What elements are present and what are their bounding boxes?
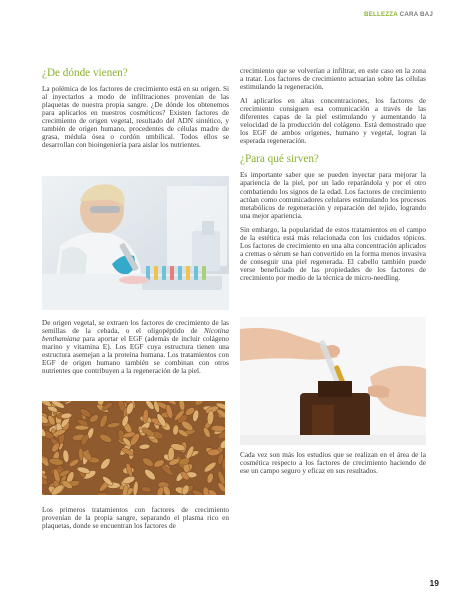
column2-top-text [240,67,426,288]
column2-bottom-text [240,451,426,481]
section2-paragraph3: Cada vez son más los estudios que se realizan en el área de la cosmética respecto a los factores de crecimiento haciendo de ese un campo seguro y eficaz en sus resultados. [240,451,426,476]
section1-paragraph3: Los primeros tratamientos con factores de crecimiento provenían de la propia sangre, separando el plasma rico en plaquetas, donde se encuentran los factores de [42,506,229,531]
scientist-photo [42,176,229,310]
page-number: 19 [429,578,439,588]
section1-heading: ¿De dónde vienen? [42,67,128,79]
section1-paragraph1: La polémica de los factores de crecimiento está en su origen. Si al inyectarlos a modo de infiltraciones provenían de las plaquetas de nuestra propia sangre. ¿De dónde los obtenemos para aplicarlos en nuestros cosméticos? Existen factores de crecimiento de origen vegetal, resultado del ADN sintético, y también de origen humano, procedentes de células madre de grasa, médula ósea o cordón umbilical. Todos ellos se desarrollan con bioingeniería para aislar los nutrientes. [42,85,229,150]
column2-paragraph2: Al aplicarlos en altas concentraciones, los factores de crecimiento consiguen esa comunicación a través de las diferentes capas de la piel estimulando y aumentando la velocidad de la producción del colágeno. Está demostrado que los EGF de ambos orígenes, humano y vegetal, logran la esperada regeneración. [240,97,426,146]
section2-paragraph2: Sin embargo, la popularidad de estos tratamientos en el campo de la estética está más relacionada con los cuidados tópicos. Los factores de crecimiento en una alta concentración aplicados a cremas o sérum se han convertido en la forma menos invasiva de conseguir una piel regenerada. El cabello también puede verse beneficiado de las propiedades de los factores de crecimiento por medio de la técnica de micro-needling. [240,225,426,282]
column2-paragraph1: crecimiento que se volverían a infiltrar, en este caso en la zona a tratar. Los factores de crecimiento actuarían sobre las células estimulando la regeneración. [240,67,426,92]
barley-illustration [42,401,225,495]
section1-bottom-text [42,506,229,536]
section2-heading: ¿Para qué sirven? [240,153,319,166]
section2-paragraph1: Es importante saber que se pueden inyectar para mejorar la apariencia de la piel, por un lado reparándola y por el otro combatiendo los signos de la edad. Los factores de crecimiento actúan como comunicadores celulares estimulando los procesos metabólicos de regeneración y reparación del tejido, logrando una mejor apariencia. [240,171,426,220]
header-brand: BELLEZZA [364,11,398,18]
header-section: CARA BAJ [399,11,433,18]
scientist-illustration [42,176,229,310]
section1-paragraph2: De origen vegetal, se extraen los factores de crecimiento de las semillas de la cebada, o el oligopéptido de Nicotina benthamiana para aportar el EGF (además de incluir colágeno marino y vitamina E). Los EGF cuya estructura tienen una estructura asemejan a la proteína humana. Los tratamientos con EGF de origen humano también se combinan con otros nutrientes que contribuyen a la regeneración de la piel. [42,319,229,376]
running-header [364,11,433,18]
section1-middle-text [42,319,229,381]
serum-illustration [240,317,426,445]
serum-dropper-photo [240,317,426,445]
barley-grains-photo [42,401,225,495]
section1-top-text [42,67,229,155]
